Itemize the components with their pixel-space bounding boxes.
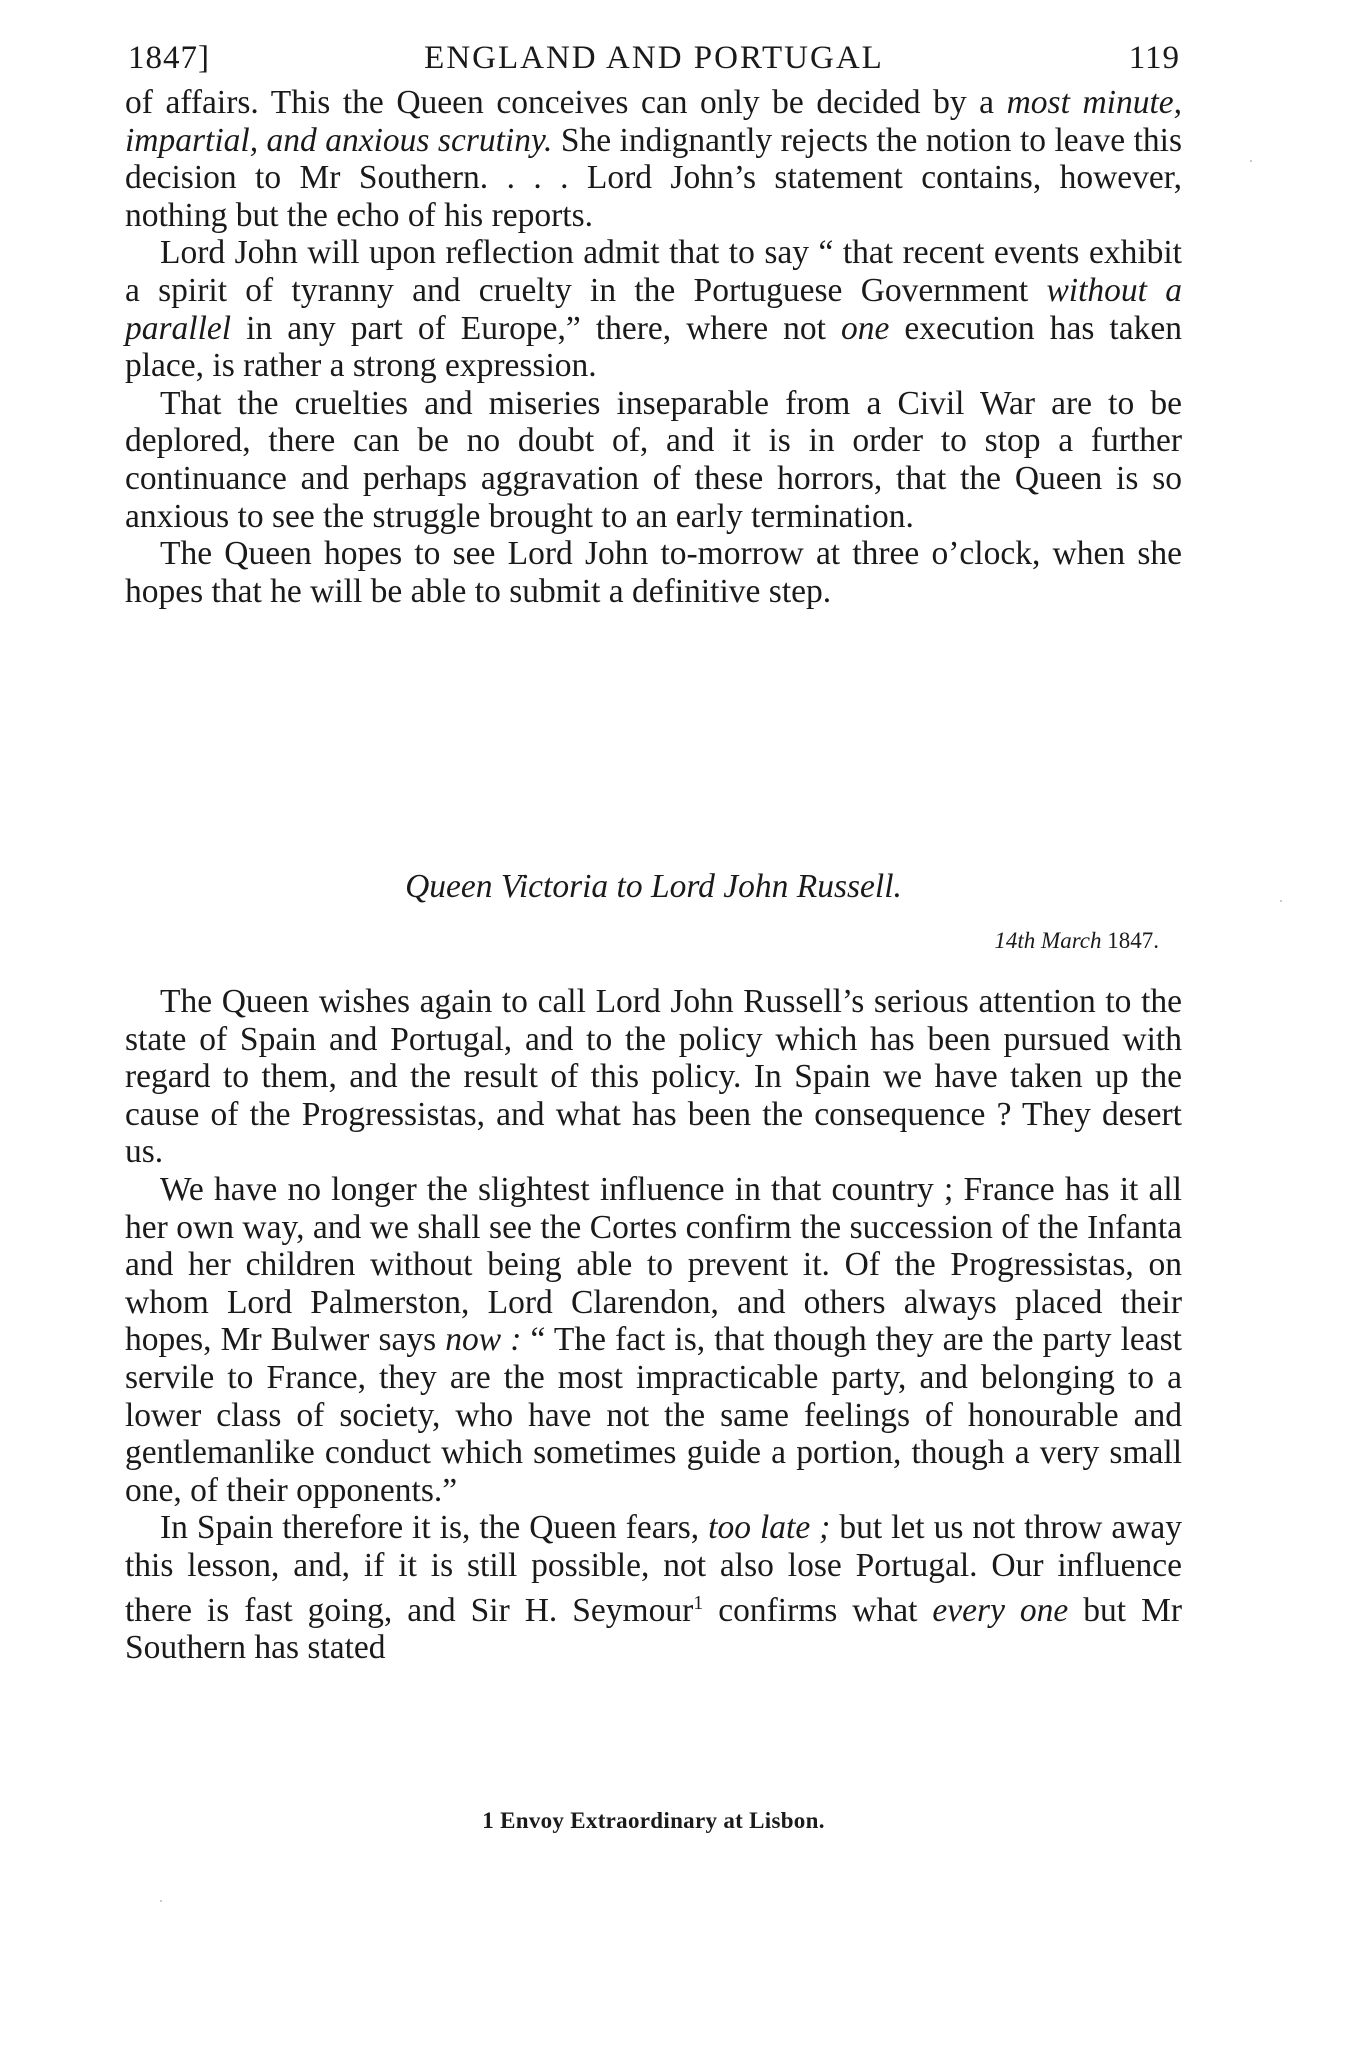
- paragraph: The Queen wishes again to call Lord John Russell’s serious attention to the state of Spain and Portugal, and to the policy which has been pursued with regard to them, and the result of this policy. In Spain we have taken up the cause of the Progressistas, and what has been the consequence ? They desert us.: [125, 983, 1182, 1171]
- footnote: 1 Envoy Extraordinary at Lisbon.: [482, 1808, 825, 1833]
- text-block-top: [125, 84, 1182, 610]
- header-year: 1847]: [128, 40, 210, 76]
- paragraph: The Queen hopes to see Lord John to-morrow at three o’clock, when she hopes that he will be able to submit a definitive step.: [125, 535, 1182, 610]
- text-block-bottom: [125, 983, 1182, 1667]
- footnote-marker: 1: [693, 1591, 704, 1614]
- paragraph: of affairs. This the Queen conceives can only be decided by a most minute, impartial, and anxious scrutiny. She indignantly rejects the notion to leave this decision to Mr Southern. . . . Lord John’s statement contains, however, nothing but the echo of his reports.: [125, 84, 1182, 234]
- paragraph: We have no longer the slightest influence in that country ; France has it all her own way, and we shall see the Cortes confirm the succession of the Infanta and her children without being able to prevent it. Of the Progressistas, on whom Lord Palmerston, Lord Clarendon, and others always placed their hopes, Mr Bulwer says now : “ The fact is, that though they are the party least servile to France, they are the most impracticable party, and belonging to a lower class of society, who have not the same feelings of honourable and gentlemanlike conduct which sometimes guide a portion, though a very small one, of their opponents.”: [125, 1170, 1182, 1509]
- paragraph: In Spain therefore it is, the Queen fears, too late ; but let us not throw away this lesson, and, if it is still possible, not also lose Portugal. Our influence there is fast going, and Sir H. Seymour$^1$ confirms what every one but Mr Southern has stated: [125, 1509, 1183, 1667]
- letter-heading: Queen Victoria to Lord John Russell.: [405, 868, 902, 905]
- paragraph: That the cruelties and miseries inseparable from a Civil War are to be deplored, there can be no doubt of, and it is in order to stop a further continuance and perhaps aggravation of these horrors, that the Queen is so anxious to see the struggle brought to an early termination.: [125, 384, 1182, 535]
- running-header: [128, 40, 1180, 90]
- letter-date: 14th March 1847.: [994, 928, 1159, 953]
- scan-speck: [1280, 900, 1282, 902]
- scan-speck: [1250, 160, 1252, 162]
- scan-speck: [160, 1900, 162, 1902]
- page-number: 119: [1128, 40, 1180, 76]
- header-title: ENGLAND AND PORTUGAL: [424, 40, 884, 76]
- paragraph: Lord John will upon reflection admit that to say “ that recent events exhibit a spirit of tyranny and cruelty in the Portuguese Government without a parallel in any part of Europe,” there, where not one execution has taken place, is rather a strong expression.: [125, 234, 1182, 385]
